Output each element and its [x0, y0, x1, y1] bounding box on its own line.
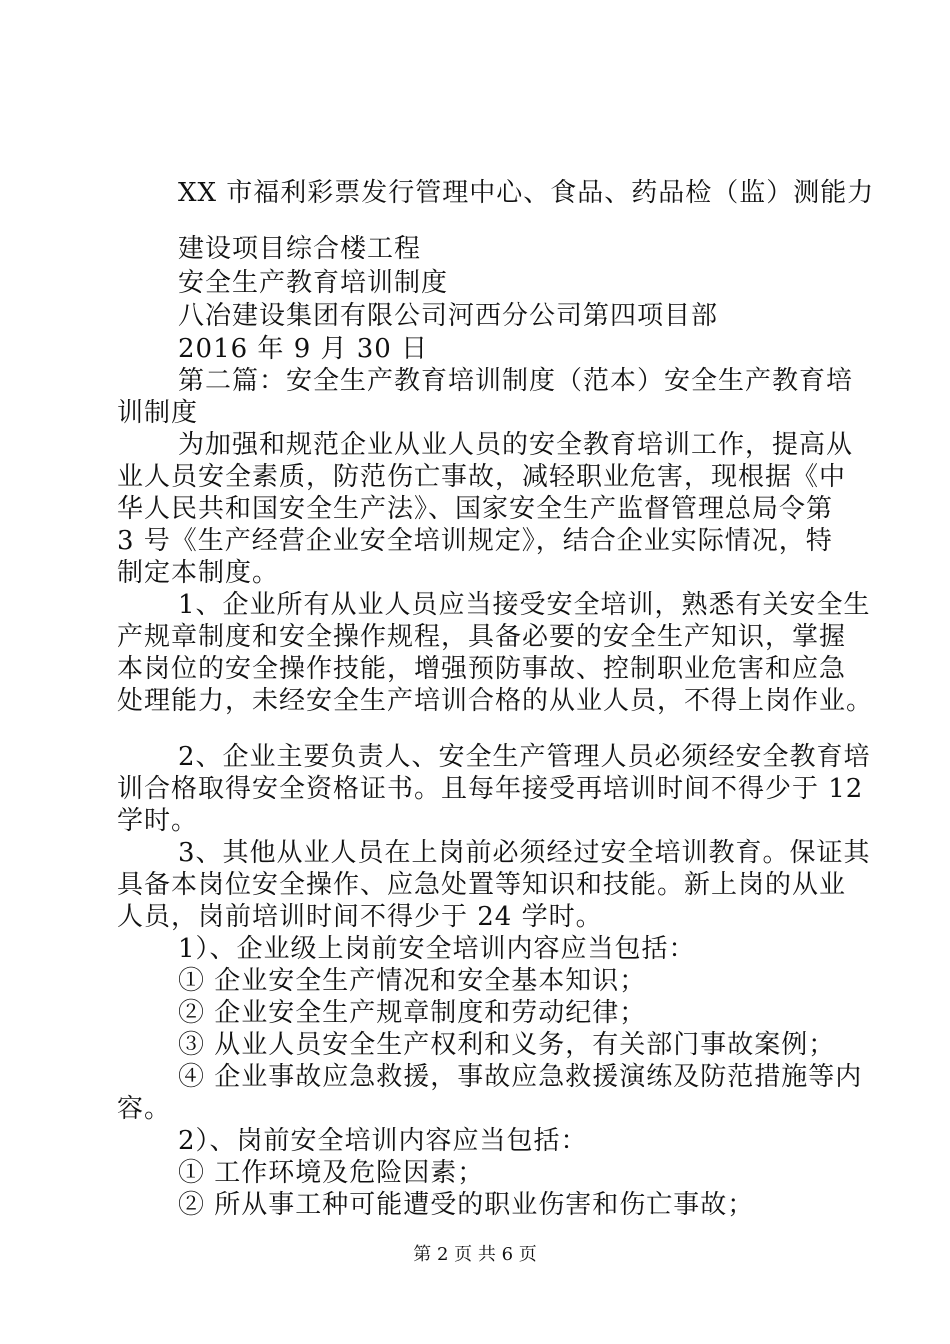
sub-2-heading: 2）、岗前安全培训内容应当包括：: [178, 1126, 588, 1156]
title-line-1: XX 市福利彩票发行管理中心、食品、药品检（监）测能力: [178, 178, 875, 208]
item-1-line: 处理能力，未经安全生产培训合格的从业人员，不得上岗作业。: [117, 686, 874, 716]
title-line-3: 安全生产教育培训制度: [178, 268, 449, 298]
sub-1-point: ② 企业安全生产规章制度和劳动纪律；: [178, 998, 647, 1028]
intro-paragraph-line: 3 号《生产经营企业安全培训规定》，结合企业实际情况，特: [117, 526, 833, 556]
sub-2-point: ① 工作环境及危险因素；: [178, 1158, 485, 1188]
title-line-2: 建设项目综合楼工程: [178, 234, 422, 264]
sub-2-point: ② 所从事工种可能遭受的职业伤害和伤亡事故；: [178, 1190, 755, 1220]
company-name: 八冶建设集团有限公司河西分公司第四项目部: [178, 301, 719, 331]
item-1-line: 本岗位的安全操作技能，增强预防事故、控制职业危害和应急: [117, 654, 847, 684]
chapter-heading-line: 第二篇：安全生产教育培训制度（范本）安全生产教育培: [178, 366, 854, 396]
sub-1-point: ③ 从业人员安全生产权利和义务，有关部门事故案例；: [178, 1030, 836, 1060]
sub-1-heading: 1）、企业级上岗前安全培训内容应当包括：: [178, 934, 696, 964]
intro-paragraph-line: 为加强和规范企业从业人员的安全教育培训工作，提高从: [178, 430, 854, 460]
item-1-line: 产规章制度和安全操作规程，具备必要的安全生产知识，掌握: [117, 622, 847, 652]
chapter-heading-line: 训制度: [117, 398, 199, 428]
sub-1-point: ① 企业安全生产情况和安全基本知识；: [178, 966, 647, 996]
item-2-line: 学时。: [117, 806, 199, 836]
item-1-line: 1、企业所有从业人员应当接受安全培训，熟悉有关安全生: [178, 590, 871, 620]
item-3-line: 3、其他从业人员在上岗前必须经过安全培训教育。保证其: [178, 838, 871, 868]
intro-paragraph-line: 业人员安全素质，防范伤亡事故，减轻职业危害，现根据《中: [117, 462, 847, 492]
sub-1-point: 容。: [117, 1094, 172, 1124]
item-2-line: 2、企业主要负责人、安全生产管理人员必须经安全教育培: [178, 742, 871, 772]
item-3-line: 具备本岗位安全操作、应急处置等知识和技能。新上岗的从业: [117, 870, 847, 900]
item-3-line: 人员，岗前培训时间不得少于 24 学时。: [117, 902, 603, 932]
item-2-line: 训合格取得安全资格证书。且每年接受再培训时间不得少于 12: [117, 774, 864, 804]
document-date: 2016 年 9 月 30 日: [178, 334, 429, 364]
sub-1-point: ④ 企业事故应急救援，事故应急救援演练及防范措施等内: [178, 1062, 863, 1092]
page-number-footer: 第 2 页 共 6 页: [413, 1244, 537, 1265]
intro-paragraph-line: 制定本制度。: [117, 558, 280, 588]
intro-paragraph-line: 华人民共和国安全生产法》、国家安全生产监督管理总局令第: [117, 494, 834, 524]
